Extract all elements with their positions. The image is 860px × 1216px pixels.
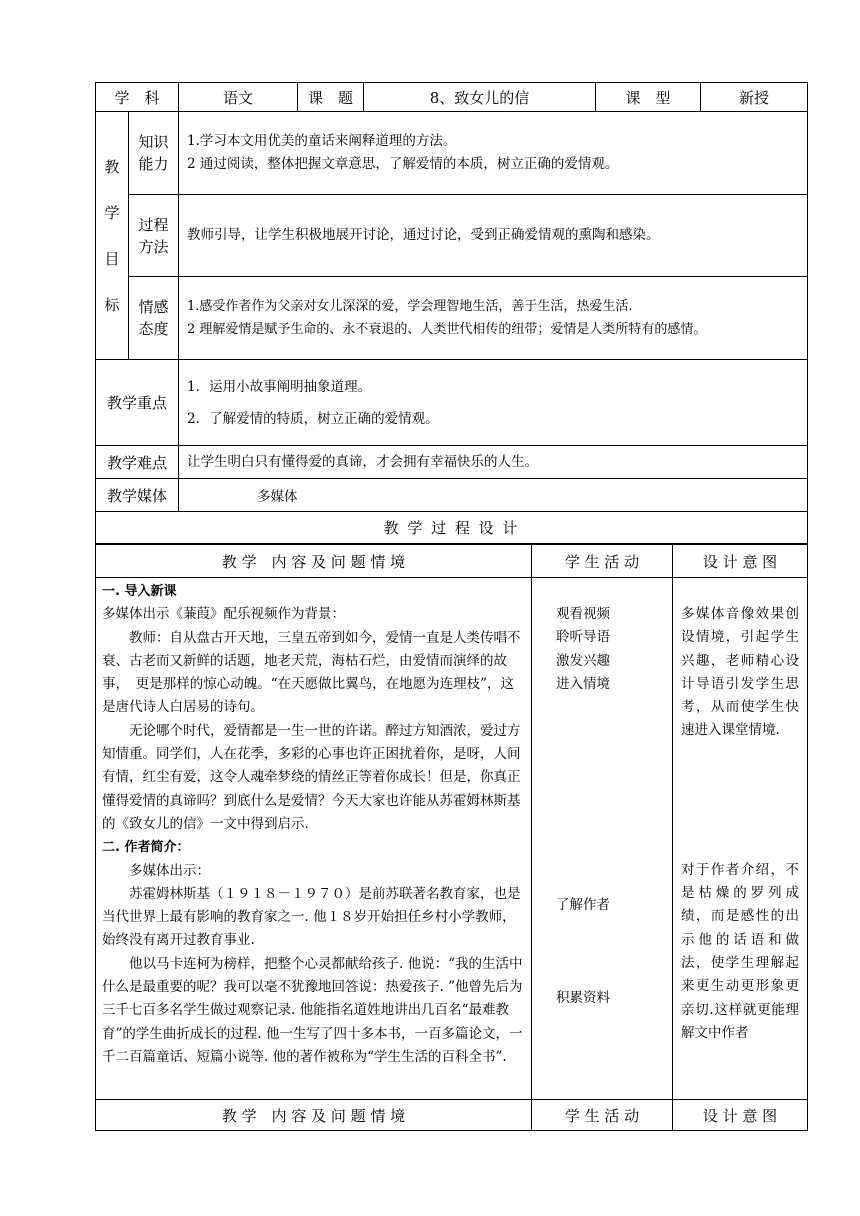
goals-label-char: 学 bbox=[104, 203, 120, 222]
subject-label: 学 科 bbox=[96, 83, 179, 112]
activity-item: 激发兴趣 bbox=[556, 652, 610, 669]
activity-item: 积累资料 bbox=[556, 990, 610, 1007]
process-line: 教师引导，让学生积极地展开讨论，通过讨论，受到正确爱情观的熏陶和感染。 bbox=[187, 227, 660, 243]
difficulty-label: 教学难点 bbox=[96, 446, 179, 479]
activity-item: 聆听导语 bbox=[556, 629, 610, 646]
activity-item: 了解作者 bbox=[556, 897, 610, 914]
knowledge-text bbox=[179, 112, 808, 195]
intent-column-header-repeat: 设 计 意 图 bbox=[673, 1100, 808, 1131]
process-label: 过程方法 bbox=[129, 195, 179, 277]
process-text bbox=[179, 195, 808, 277]
intent-text: 对于作者介绍，不是枯燥的罗列成绩，而是感性的出示他的话语和做法，使学生理解起来更生动更形象更亲切.这样就更能理解文中作者 bbox=[681, 861, 799, 1041]
key-points-text bbox=[179, 360, 808, 446]
key-point-line: 2．了解爱情的特质，树立正确的爱情观。 bbox=[187, 410, 439, 427]
activity-item: 进入情境 bbox=[556, 675, 610, 692]
lesson-info-table bbox=[95, 82, 808, 544]
knowledge-line: 2 通过阅读，整体把握文章意思，了解爱情的本质，树立正确的爱情观。 bbox=[187, 156, 619, 172]
type-label: 课 型 bbox=[596, 83, 701, 112]
media-text: 多媒体 bbox=[179, 479, 808, 512]
emotion-line: 2 理解爱情是赋予生命的、永不衰退的、人类世代相传的纽带；爱情是人类所特有的感情。 bbox=[187, 322, 707, 337]
emotion-label: 情感态度 bbox=[129, 277, 179, 360]
paragraph: 苏霍姆林斯基（１９１８－１９７０）是前苏联著名教育家，也是当代世界上最有影响的教育家之一. 他１８岁开始担任乡村小学教师，始终没有离开过教育事业. bbox=[102, 885, 521, 949]
paragraph: 教师：自从盘古开天地，三皇五帝到如今，爱情一直是人类传唱不衰、古老而又新鲜的话题，地老天荒，海枯石烂，由爱情而演绎的故事， 更是那样的惊心动魄。“在天愿做比翼鸟，在地愿为连理枝”，这是唐代诗人白居易的诗句。 bbox=[102, 629, 521, 716]
knowledge-line: 1.学习本文用优美的童话来阐释道理的方法。 bbox=[187, 133, 457, 149]
paragraph: 他以马卡连柯为榜样，把整个心灵都献给孩子. 他说：“我的生活中什么是最重要的呢？我可以毫不犹豫地回答说：热爱孩子. ”他曾先后为三千七百多名学生做过观察记录. 他能指名道姓地讲出几百名“最难教育”的学生曲折成长的过程. 他一生写了四十多本书，一百多篇论文，一千二百篇童话、短篇小说等. 他的著作被称为“学生生活的百科全书”. bbox=[102, 955, 523, 1065]
paragraph: 多媒体出示《蒹葭》配乐视频作为背景： bbox=[102, 606, 345, 623]
paragraph: 多媒体出示： bbox=[129, 862, 210, 879]
intent-text: 多媒体音像效果创设情境，引起学生兴趣，老师精心设计导语引发学生思考，从而使学生快速进入课堂情境. bbox=[681, 606, 799, 739]
emotion-line: 1.感受作者作为父亲对女儿深深的爱，学会理智地生活，善于生活，热爱生活. bbox=[187, 299, 633, 314]
goals-label-char: 教 bbox=[104, 157, 120, 176]
type-value: 新授 bbox=[701, 83, 808, 112]
content-cell bbox=[96, 578, 532, 1100]
content-column-header: 教 学 内 容 及 问 题 情 境 bbox=[96, 545, 532, 578]
activity-column-header: 学 生 活 动 bbox=[532, 545, 673, 578]
intent-column-header: 设 计 意 图 bbox=[673, 545, 808, 578]
difficulty-text: 让学生明白只有懂得爱的真谛，才会拥有幸福快乐的人生。 bbox=[179, 446, 808, 479]
intent-cell bbox=[673, 578, 808, 1100]
section-title: 一. 导入新课 bbox=[102, 584, 177, 599]
knowledge-label: 知识能力 bbox=[129, 112, 179, 195]
subject-value: 语文 bbox=[179, 83, 298, 112]
content-column-header-repeat: 教 学 内 容 及 问 题 情 境 bbox=[96, 1100, 532, 1131]
key-points-label: 教学重点 bbox=[96, 360, 179, 446]
goals-label-char: 目 bbox=[104, 249, 120, 268]
topic-value: 8、致女儿的信 bbox=[364, 83, 596, 112]
goals-label bbox=[96, 112, 129, 360]
activity-cell bbox=[532, 578, 673, 1100]
process-table bbox=[95, 544, 808, 1131]
emotion-text bbox=[179, 277, 808, 360]
paragraph: 无论哪个时代，爱情都是一生一世的许诺。醉过方知酒浓，爱过方知情重。同学们，人在花季，多彩的心事也许正困扰着你，是呀，人间有情，红尘有爱，这令人魂牵梦绕的情丝正等着你成长！但是，你真正懂得爱情的真谛吗？到底什么是爱情？今天大家也许能从苏霍姆林斯基的《致女儿的信》一文中得到启示. bbox=[102, 722, 521, 832]
media-label: 教学媒体 bbox=[96, 479, 179, 512]
topic-label: 课 题 bbox=[298, 83, 364, 112]
process-design-title: 教 学 过 程 设 计 bbox=[96, 512, 808, 544]
activity-column-header-repeat: 学 生 活 动 bbox=[532, 1100, 673, 1131]
key-point-line: 1．运用小故事阐明抽象道理。 bbox=[187, 378, 372, 395]
section-title: 二. 作者简介： bbox=[102, 840, 190, 856]
goals-label-char: 标 bbox=[104, 295, 120, 314]
activity-item: 观看视频 bbox=[556, 606, 610, 622]
